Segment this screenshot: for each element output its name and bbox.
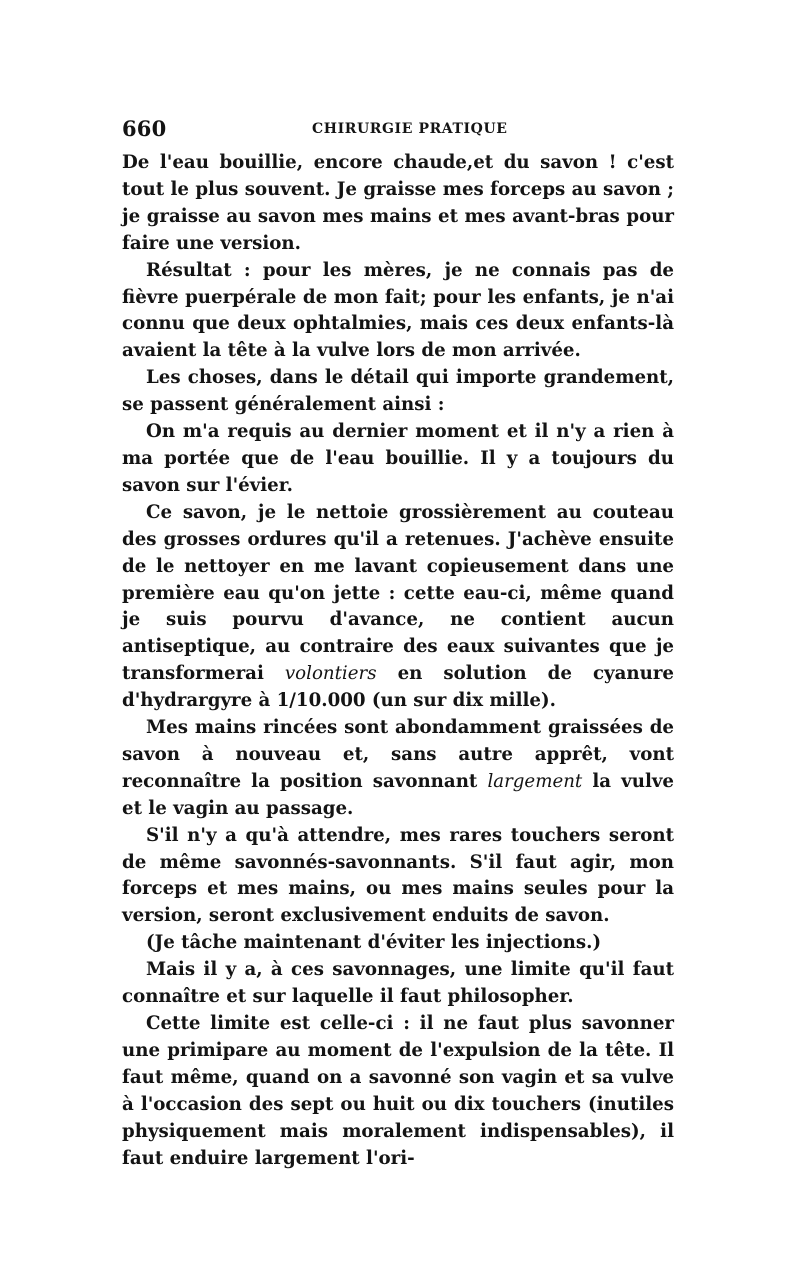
- paragraph: Résultat : pour les mères, je ne connais pas de fièvre puerpérale de mon fait; pour les enfants, je n'ai connu que deux ophtalmies, mais ces deux enfants-là avaient la tête à la vulve lors de mon arrivée.: [122, 259, 674, 362]
- paragraph: [122, 500, 674, 715]
- paragraph: Mais il y a, à ces savonnages, une limite qu'il faut connaître et sur laquelle il faut philosopher.: [122, 959, 674, 1008]
- running-title: CHIRURGIE PRATIQUE: [312, 121, 508, 137]
- paragraph-text: Mes mains rincées sont abondamment graissées de savon à nouveau et, sans autre apprêt, vont reconnaître la position savonnant: [122, 717, 674, 792]
- book-page: [122, 112, 674, 1172]
- paragraph: De l'eau bouillie, encore chaude,et du savon ! c'est tout le plus souvent. Je graisse mes forceps au savon ; je graisse au savon mes mains et mes avant-bras pour faire une version.: [122, 152, 674, 254]
- paragraph-text: la vulve et le vagin au passage.: [122, 770, 674, 819]
- page-number: 660: [122, 116, 167, 141]
- paragraph-text: en solution de cyanure d'hydrargyre à 1/10.000 (un sur dix mille).: [122, 663, 674, 712]
- paragraph: On m'a requis au dernier moment et il n'y a rien à ma portée que de l'eau bouillie. Il y a toujours du savon sur l'évier.: [122, 421, 674, 496]
- paragraph: S'il n'y a qu'à attendre, mes rares touchers seront de même savonnés-savonnants. S'il faut agir, mon forceps et mes mains, ou mes mains seules pour la version, seront exclusivement enduits de savon.: [122, 824, 674, 927]
- paragraph: Les choses, dans le détail qui importe grandement, se passent généralement ainsi :: [122, 367, 674, 416]
- paragraph: [122, 715, 674, 823]
- italic-word: volontiers: [284, 663, 377, 685]
- paragraph: Cette limite est celle-ci : il ne faut plus savonner une primipare au moment de l'expulsion de la tête. Il faut même, quand on a savonné son vagin et sa vulve à l'occasion des sept ou huit ou dix touchers (inutiles physiquement mais moralement indispensables), il faut enduire largement l'ori-: [122, 1013, 674, 1169]
- paragraph: (Je tâche maintenant d'éviter les injections.): [146, 932, 602, 954]
- paragraph-text: Ce savon, je le nettoie grossièrement au couteau des grosses ordures qu'il a retenues. J'achève ensuite de le nettoyer en me lavant copieusement dans une première eau qu'on jette : cette eau-ci, même quand je suis pourvu d'avance, ne contient aucun antiseptique, au contraire des eaux suivantes que je transformerai: [122, 501, 674, 685]
- italic-word: largement: [487, 770, 583, 792]
- body-text: [122, 150, 674, 1172]
- running-head: [122, 112, 674, 148]
